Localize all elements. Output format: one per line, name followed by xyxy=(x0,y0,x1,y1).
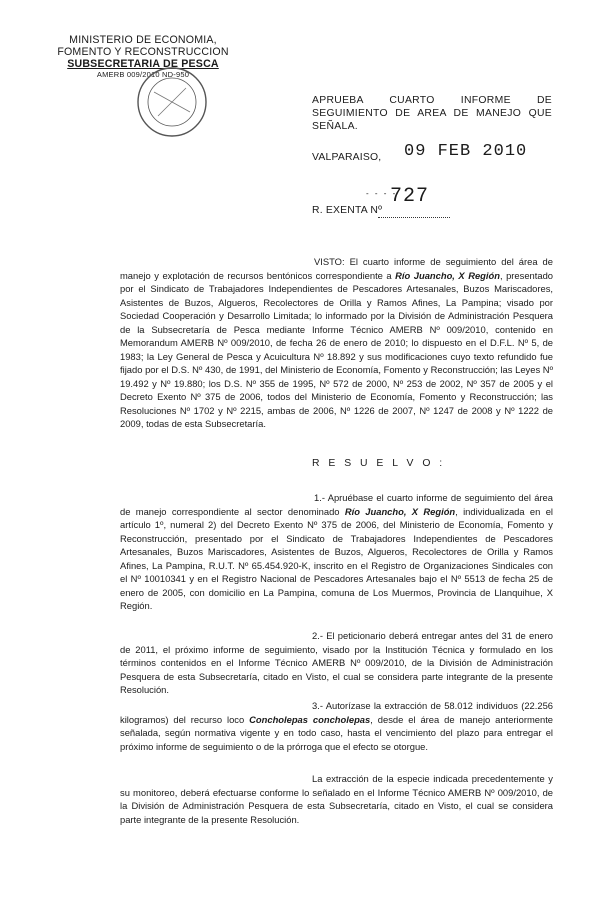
reference-code: AMERB 009/2010 ND-950 xyxy=(96,70,190,79)
document-title: APRUEBA CUARTO INFORME DE SEGUIMIENTO DE AREA DE MANEJO QUE SEÑALA. xyxy=(312,95,552,132)
point-1-lead: 1.- Apruébase el cuarto informe de seguimiento del área de manejo correspondiente al sector denominado xyxy=(120,492,553,517)
point-2-text: 2.- El peticionario deberá entregar antes del 31 de enero de 2011, el próximo informe de seguimiento, visado por la Institución Técnica y formulado en los términos contenidos en el Informe Técnico AMERB Nº 009/2010, de la División de Administración Pesquera de esta Subsecretaría, citado en Visto, el cual se considera parte integrante de la presente Resolución. xyxy=(120,630,553,695)
visto-rest: , presentado por el Sindicato de Trabajadores Independientes de Pescadores Artesanales, Buzos Mariscadores, Asistentes de Buzos, Algueros, Recolectores de Orilla y Ramos Afines, La Pampina; visado por Sociedad Cooperación y Desarrollo Limitada; lo informado por la División de Administración Pesquera de la Subsecretaría de Pesca mediante Informe Técnico AMERB Nº 009/2010, contenido en Memorandum AMERB Nº 009/2010, de fecha 26 de enero de 2010; lo dispuesto en el D.F.L. Nº 5, de 1983; la Ley General de Pesca y Acuicultura Nº 18.892 y sus modificaciones cuyo texto refundido fue fijado por el D.S. Nº 430, de 1991, del Ministerio de Economía, Fomento y Reconstrucción; las Leyes Nº 19.492 y Nº 19.880; los D.S. Nº 355 de 1995, Nº 572 de 2000, Nº 253 de 2002, Nº 357 de 2005 y el Decreto Exento Nº 375 de 2006, todos del Ministerio de Economía, Fomento y Reconstrucción; las Resoluciones Nº 1702 y Nº 2215, ambas de 2006, Nº 1226 de 2007, Nº 1247 de 2008 y Nº 1222 de 2009, todas de esta Subsecretaría. xyxy=(120,269,553,429)
point-1 xyxy=(120,491,553,613)
point-1-rest: , individualizada en el artículo 1º, numeral 2) del Decreto Exento Nº 375 de 2006, del Ministerio de Economía, Fomento y Reconstrucción, presentado por el Sindicato de Trabajadores Independientes de Pescadores Artesanales, Buzos Mariscadores, Asistentes de Buzos, Algueros, Recolectores de Orilla y Ramos Afines, La Pampina, R.U.T. Nº 65.454.920-K, inscrito en el Registro de Organizaciones Sindicales con el Nº 10010341 y en el Registro Nacional de Pescadores Artesanales bajo el Nº 5513 de fecha 25 de enero de 2005, con domicilio en La Pampina, comuna de Los Muermos, Provincia de Llanquihue, X Región. xyxy=(120,505,553,611)
point-3-lead: 3.- Autorízase la extracción de 58.012 individuos (22.256 kilogramos) del recurso loco xyxy=(120,700,553,725)
date-stamp: 09 FEB 2010 xyxy=(404,142,528,161)
visto-paragraph xyxy=(120,255,553,431)
official-stamp-icon xyxy=(132,62,212,142)
point-3 xyxy=(120,699,553,753)
city: VALPARAISO, xyxy=(312,152,382,163)
resuelvo-heading: R E S U E L V O : xyxy=(312,458,446,469)
point-3-rest: , desde el área de manejo anteriormente señalada, según normativa vigente y en todo caso, hasta el vencimiento del plazo para entregar el próximo informe de seguimiento o de la prórroga que el efecto se otorgue. xyxy=(120,713,554,752)
ministry-line-2: FOMENTO Y RECONSTRUCCION xyxy=(57,46,229,58)
point-4 xyxy=(120,772,553,826)
resolution-value: 727 xyxy=(390,185,430,208)
point-1-place: Río Juancho, X Región xyxy=(344,505,456,517)
visto-place: Río Juancho, X Región xyxy=(395,269,500,281)
point-4-text: La extracción de la especie indicada precedentemente y su monitoreo, deberá efectuarse conforme lo señalado en el Informe Técnico AMERB Nº 009/2010, de la División de Administración Pesquera de esta Subsecretaría, citado en Visto, el cual se considera parte integrante de la presente Resolución. xyxy=(120,773,553,825)
place-date xyxy=(312,142,528,163)
resolution-number xyxy=(312,185,430,216)
ministry-line-1: MINISTERIO DE ECONOMIA, xyxy=(69,34,217,46)
point-3-species: Concholepas concholepas xyxy=(249,713,371,725)
resolution-underline xyxy=(378,217,450,218)
resolution-dash: - - - - xyxy=(366,189,398,198)
resolution-label: R. EXENTA Nº xyxy=(312,205,383,216)
point-2 xyxy=(120,629,553,697)
visto-lead: VISTO: El cuarto informe de seguimiento del área de manejo y explotación de recursos bentónicos correspondiente a xyxy=(120,256,553,281)
subsecretaria-line: SUBSECRETARIA DE PESCA xyxy=(67,58,219,70)
